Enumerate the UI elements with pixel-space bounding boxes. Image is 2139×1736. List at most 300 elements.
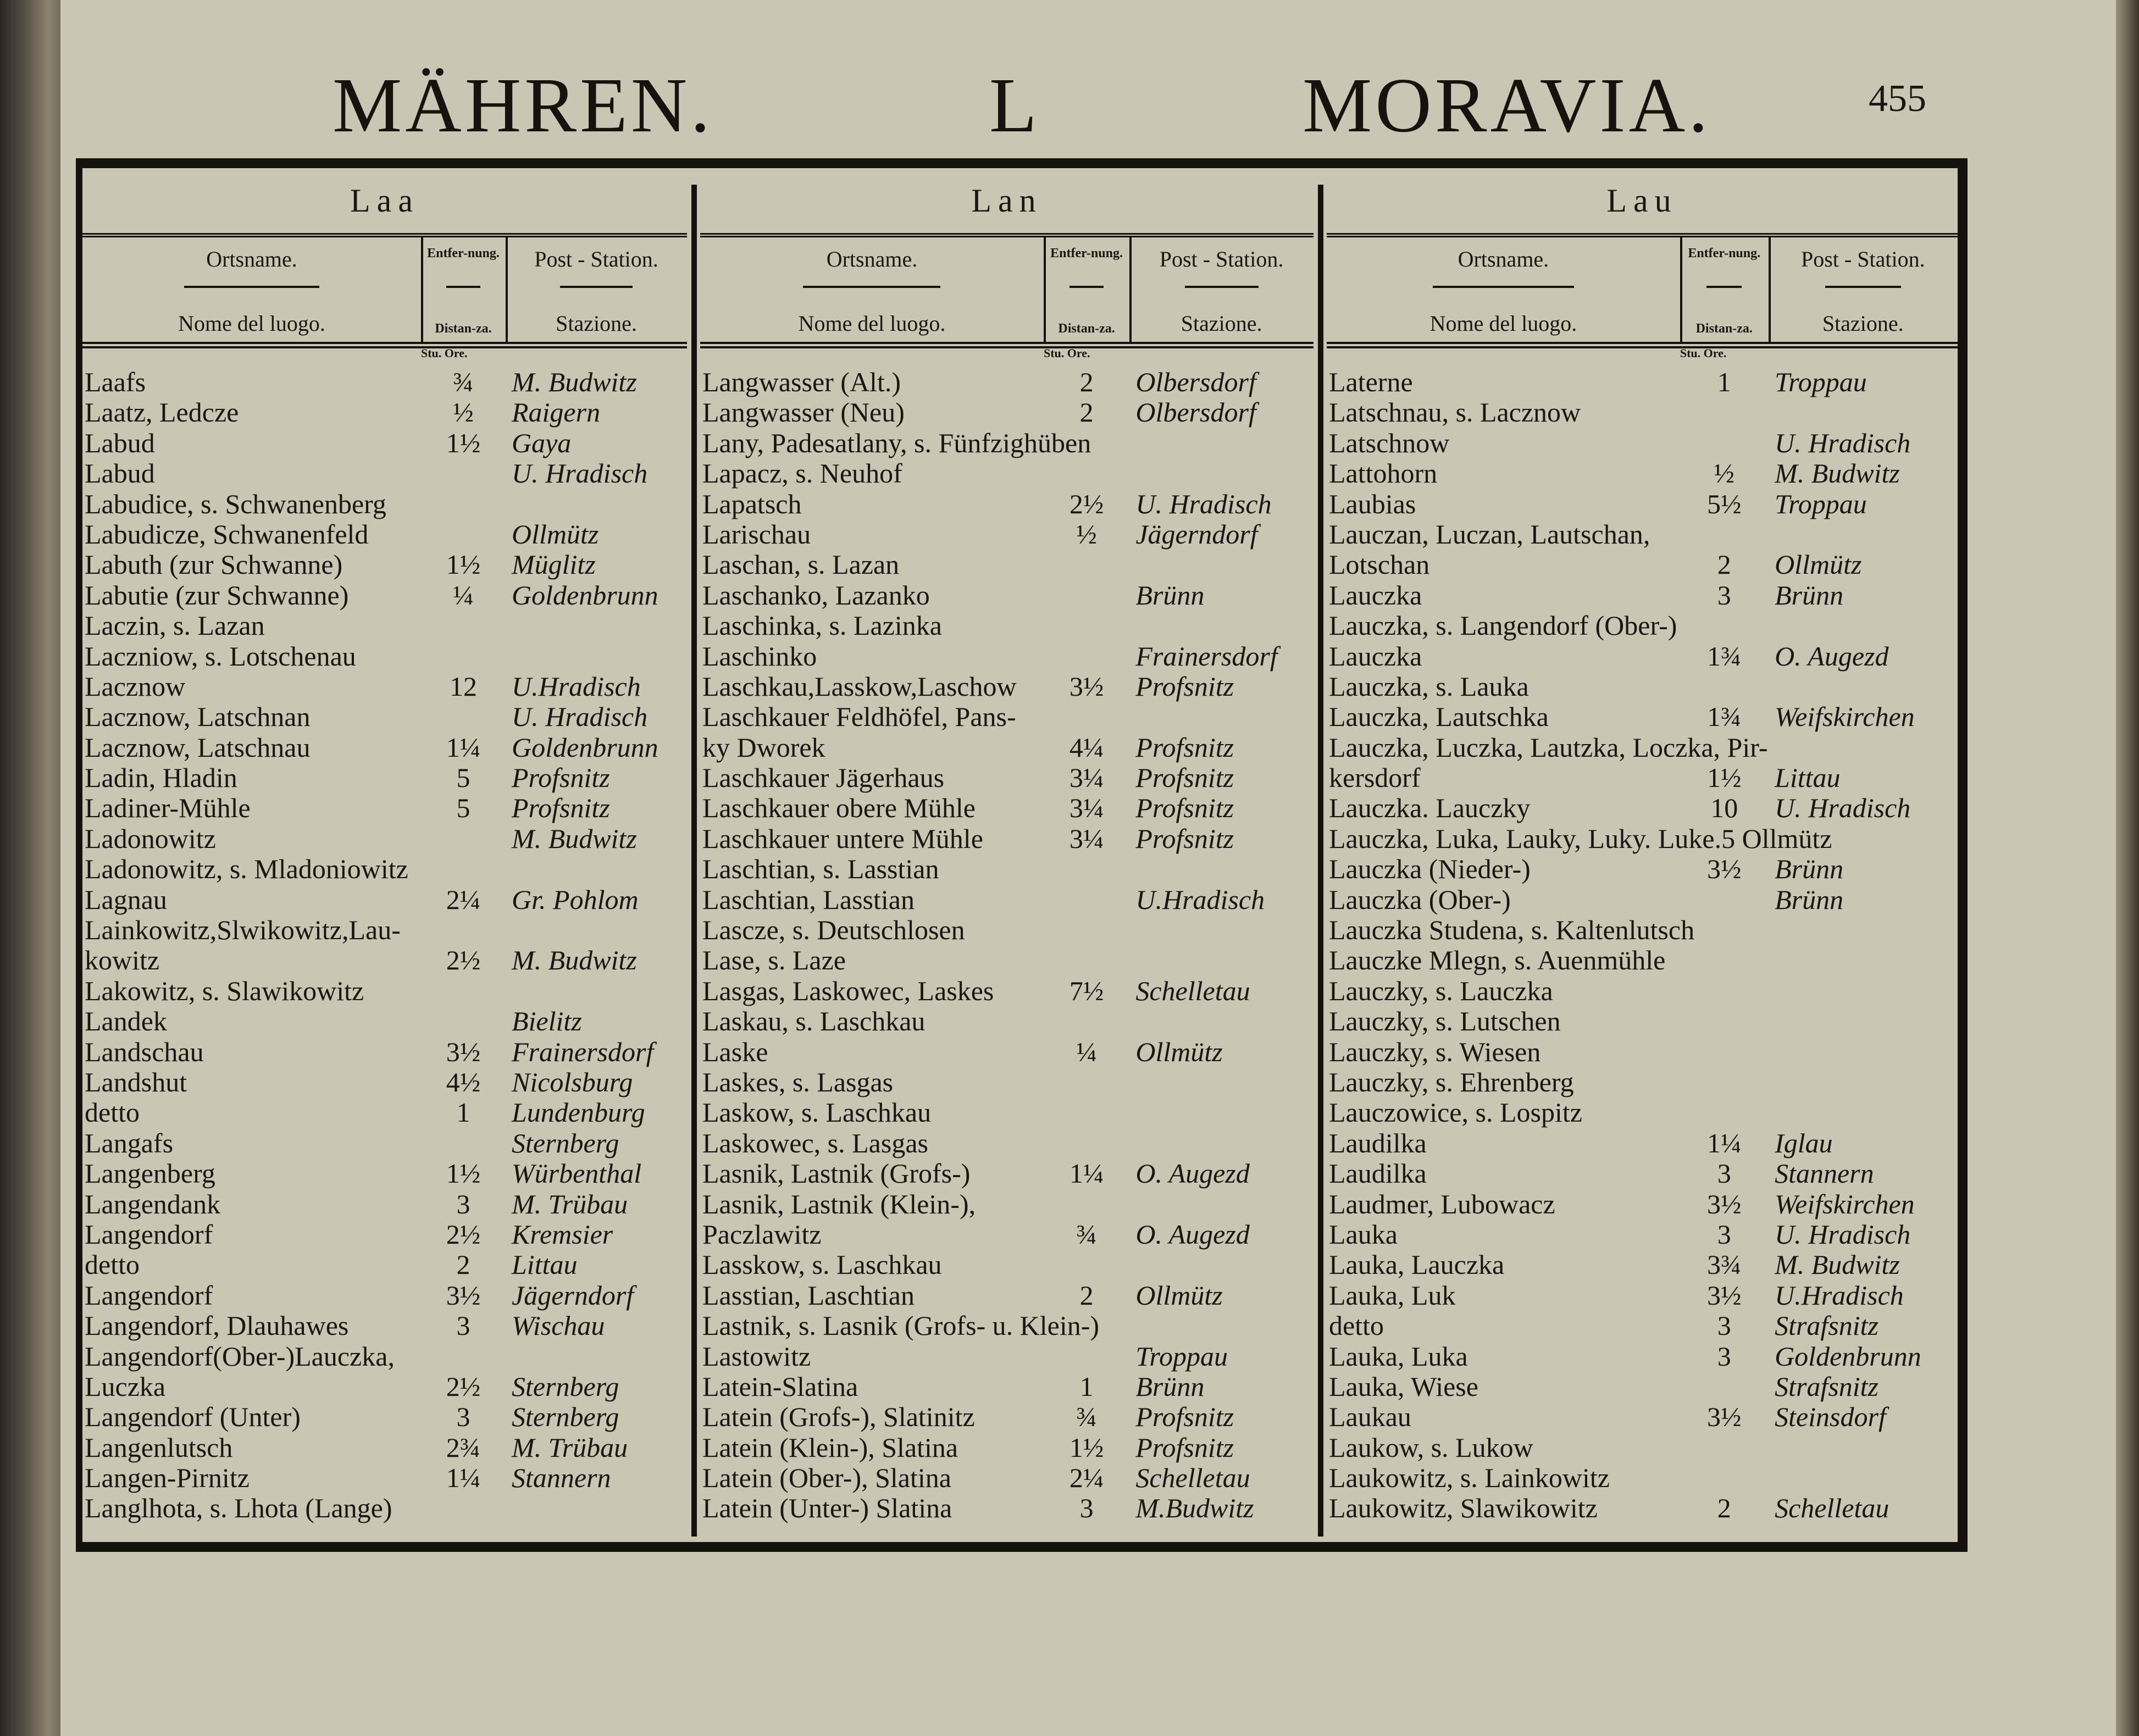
station-header: Post - Station. Stazione. — [534, 247, 658, 336]
table-row — [1327, 1311, 1958, 1341]
table-row — [700, 1250, 1314, 1280]
post-station: U.Hradisch — [1135, 884, 1265, 915]
table-row — [1327, 1097, 1958, 1128]
post-station: Jägerndorf — [512, 1279, 634, 1311]
post-station: Profsnitz — [1135, 823, 1234, 854]
table-row — [700, 550, 1314, 580]
place-name: Laskau, s. Laschkau — [702, 1006, 926, 1037]
place-name: Lauka — [1329, 1218, 1398, 1250]
place-name: Langendorf, Dlauhawes — [85, 1310, 349, 1341]
post-station: Troppau — [1775, 488, 1867, 519]
place-name: detto — [1329, 1310, 1384, 1341]
post-station: Strafsnitz — [1775, 1371, 1879, 1402]
place-name: Langwasser (Alt.) — [702, 367, 901, 397]
post-station: U. Hradisch — [1775, 792, 1911, 824]
place-name: Lauczka, s. Langendorf (Ober-) — [1329, 610, 1677, 641]
table-row — [700, 1372, 1314, 1402]
table-row — [700, 428, 1314, 458]
post-station: Ollmütz — [1135, 1036, 1223, 1067]
distance-value: 2½ — [446, 1371, 481, 1402]
table-row — [700, 1402, 1314, 1432]
place-name: Lagnau — [85, 884, 167, 915]
post-station: Iglau — [1775, 1127, 1833, 1158]
place-name: Laudilka — [1329, 1127, 1427, 1158]
table-row — [700, 397, 1314, 428]
post-station: M. Budwitz — [1775, 1249, 1900, 1280]
place-name: Lauczka (Nieder-) — [1329, 853, 1531, 885]
post-station: Lundenburg — [512, 1097, 645, 1128]
distance-value: 12 — [450, 670, 477, 702]
table-row — [1327, 702, 1958, 732]
post-station: Goldenbrunn — [512, 579, 658, 611]
place-name: ky Dworek — [702, 731, 825, 763]
place-name: Labud — [85, 458, 155, 489]
distance-value: 3 — [1079, 1493, 1094, 1524]
place-name: Luczka — [85, 1371, 166, 1402]
distance-value: 3 — [1717, 1340, 1731, 1372]
distance-value: 2½ — [1069, 488, 1104, 519]
place-name: Langendorf(Ober-)Lauczka, — [85, 1340, 395, 1372]
entry-list — [1327, 367, 1958, 1524]
post-station: U. Hradisch — [1775, 1218, 1911, 1250]
distance-header: Entfer-nung. Distan-za. — [427, 246, 500, 336]
table-row — [82, 915, 687, 945]
table-row — [82, 550, 687, 580]
place-name: detto — [85, 1249, 140, 1280]
table-row — [82, 1250, 687, 1280]
table-row — [82, 1372, 687, 1402]
post-station: M.Budwitz — [1135, 1493, 1254, 1524]
table-row — [700, 519, 1314, 550]
distance-value: ¾ — [1076, 1218, 1097, 1250]
table-row — [82, 489, 687, 519]
place-name: Laschkauer obere Mühle — [702, 792, 976, 824]
place-name: Lauczan, Luczan, Lautschan, — [1329, 518, 1650, 550]
distance-value: 3½ — [1069, 670, 1104, 702]
table-row — [700, 1037, 1314, 1067]
place-name: Laschkauer Jägerhaus — [702, 762, 945, 794]
post-station: U. Hradisch — [1775, 427, 1911, 458]
place-name: Labudicze, Schwanenfeld — [85, 518, 369, 550]
place-name: Lauczka — [1329, 579, 1422, 611]
place-name: kowitz — [85, 945, 160, 976]
table-row — [1327, 1341, 1958, 1372]
column-divider — [1318, 185, 1323, 1537]
place-name: Lacznow, Latschnan — [85, 701, 311, 733]
post-station: U.Hradisch — [512, 670, 641, 702]
column-header — [82, 233, 687, 348]
place-name: Langendorf — [85, 1279, 213, 1311]
post-station: Frainersdorf — [1135, 640, 1278, 672]
place-name: Lasgas, Laskowec, Laskes — [702, 975, 994, 1006]
post-station: Profsnitz — [1135, 731, 1234, 763]
table-row — [82, 611, 687, 641]
table-row — [1327, 763, 1958, 793]
distance-header: Entfer-nung. Distan-za. — [1050, 246, 1123, 336]
book-spine — [0, 0, 65, 1736]
header-right-title: MORAVIA. — [1303, 62, 1711, 148]
column-title: Laa — [350, 182, 419, 219]
table-row — [700, 1067, 1314, 1097]
table-row — [82, 428, 687, 458]
distance-value: 4½ — [446, 1066, 481, 1097]
table-row — [82, 519, 687, 550]
table-row — [700, 915, 1314, 945]
table-row — [700, 763, 1314, 793]
place-name: Lauczka. Lauczky — [1329, 792, 1531, 824]
table-row — [700, 854, 1314, 884]
place-name: Lauka, Luk — [1329, 1279, 1456, 1311]
distance-value: 1¼ — [1069, 1158, 1104, 1189]
table-row — [700, 641, 1314, 672]
post-station: Kremsier — [512, 1218, 613, 1250]
column-lan — [700, 181, 1314, 1539]
place-name: Laske — [702, 1036, 768, 1067]
table-row — [700, 793, 1314, 823]
table-row — [82, 1037, 687, 1067]
place-name: Lacznow — [85, 670, 186, 702]
distance-value: 3¼ — [1069, 762, 1104, 794]
place-name: Langenberg — [85, 1158, 215, 1189]
distance-value: 1 — [1079, 1371, 1094, 1402]
distance-value: 1½ — [446, 427, 481, 458]
distance-value: 4¼ — [1069, 731, 1104, 763]
table-row — [1327, 489, 1958, 519]
table-row — [82, 1006, 687, 1036]
distance-value: 1½ — [446, 549, 481, 580]
place-name: Lauczky, s. Wiesen — [1329, 1036, 1541, 1067]
place-name: Lastnik, s. Lasnik (Grofs- u. Klein-) — [702, 1310, 1100, 1341]
distance-value: 2 — [1079, 1279, 1094, 1311]
table-row — [1327, 854, 1958, 884]
place-name: Landshut — [85, 1066, 187, 1097]
place-name: Ladonowitz — [85, 823, 216, 854]
place-name: Labudice, s. Schwanenberg — [85, 488, 386, 519]
table-row — [1327, 1219, 1958, 1250]
place-name: Langenlutsch — [85, 1432, 233, 1463]
place-name: Langafs — [85, 1127, 174, 1158]
place-name: Langen-Pirnitz — [85, 1462, 250, 1494]
place-name: Lasskow, s. Laschkau — [702, 1249, 942, 1280]
table-row — [700, 1219, 1314, 1250]
post-station: Raigern — [512, 397, 601, 428]
table-row — [1327, 458, 1958, 489]
post-station: M. Budwitz — [1775, 458, 1900, 489]
place-name: Lasnik, Lastnik (Grofs-) — [702, 1158, 971, 1189]
post-station: O. Augezd — [1135, 1218, 1250, 1250]
place-name: Latein (Ober-), Slatina — [702, 1462, 951, 1494]
place-name: Lacznow, Latschnau — [85, 731, 311, 763]
place-name: Lainkowitz,Slwikowitz,Lau- — [85, 914, 401, 946]
place-name: Ladin, Hladin — [85, 762, 237, 794]
place-name: Laschinko — [702, 640, 817, 672]
table-row — [1327, 1493, 1958, 1523]
table-row — [1327, 945, 1958, 975]
table-row — [1327, 672, 1958, 702]
distance-value: 3½ — [446, 1279, 481, 1311]
distance-value: 2¾ — [446, 1432, 481, 1463]
place-name: Langendorf — [85, 1218, 213, 1250]
place-name: Laschkauer untere Mühle — [702, 823, 983, 854]
entry-list — [700, 367, 1314, 1524]
table-row — [82, 945, 687, 975]
post-station: M. Trübau — [512, 1432, 628, 1463]
place-name: Lauka, Lauczka — [1329, 1249, 1505, 1280]
place-name: Lasstian, Laschtian — [702, 1279, 915, 1311]
table-row — [1327, 550, 1958, 580]
table-row — [82, 641, 687, 672]
table-row — [700, 458, 1314, 489]
post-station: U.Hradisch — [1775, 1279, 1904, 1311]
table-row — [700, 580, 1314, 611]
table-row — [82, 397, 687, 428]
distance-value: 2½ — [446, 1218, 481, 1250]
table-row — [700, 885, 1314, 915]
place-name: Laukau — [1329, 1401, 1411, 1433]
table-row — [82, 1341, 687, 1372]
place-name: Latschnau, s. Lacznow — [1329, 397, 1581, 428]
table-row — [82, 763, 687, 793]
place-name: Langwasser (Neu) — [702, 397, 905, 428]
table-row — [700, 1280, 1314, 1311]
post-station: Littau — [512, 1249, 578, 1280]
place-name: Laukowitz, s. Lainkowitz — [1329, 1462, 1610, 1494]
place-name: Lauczke Mlegn, s. Auenmühle — [1329, 945, 1666, 976]
distance-value: ¾ — [1076, 1401, 1097, 1433]
post-station: Brünn — [1135, 1371, 1205, 1402]
place-name: Labud — [85, 427, 155, 458]
distance-value: 1¾ — [1706, 640, 1742, 672]
place-name: Latein (Grofs-), Slatinitz — [702, 1401, 975, 1433]
table-row — [1327, 1402, 1958, 1432]
name-header: Ortsname. Nome del luogo. — [178, 247, 325, 336]
table-row — [1327, 976, 1958, 1006]
table-row — [700, 1158, 1314, 1189]
distance-value: 1½ — [446, 1158, 481, 1189]
distance-value: 1¼ — [446, 1462, 481, 1494]
distance-value: 5 — [456, 762, 470, 794]
table-row — [1327, 885, 1958, 915]
header-left-title: MÄHREN. — [333, 62, 713, 148]
table-row — [82, 824, 687, 854]
table-row — [1327, 1372, 1958, 1402]
place-name: Lapatsch — [702, 488, 802, 519]
post-station: Olbersdorf — [1135, 367, 1256, 397]
post-station: Brünn — [1775, 884, 1844, 915]
table-row — [1327, 733, 1958, 763]
post-station: Profsnitz — [1135, 792, 1234, 824]
table-row — [700, 367, 1314, 397]
place-name: Laczniow, s. Lotschenau — [85, 640, 356, 672]
place-name: Ladonowitz, s. Mladoniowitz — [85, 853, 408, 885]
table-row — [700, 702, 1314, 732]
place-name: Laskes, s. Lasgas — [702, 1066, 894, 1097]
distance-value: 5½ — [1706, 488, 1742, 519]
distance-value: 1¼ — [1706, 1127, 1742, 1158]
distance-value: 3½ — [1706, 1188, 1742, 1219]
place-name: Laschinka, s. Lazinka — [702, 610, 942, 641]
post-station: M. Budwitz — [512, 367, 637, 397]
place-name: Lattohorn — [1329, 458, 1438, 489]
distance-value: ½ — [1076, 518, 1097, 550]
place-name: Laschan, s. Lazan — [702, 549, 900, 580]
post-station: Frainersdorf — [512, 1036, 654, 1067]
place-name: Latschnow — [1329, 427, 1450, 458]
post-station: Schelletau — [1135, 975, 1250, 1006]
table-row — [82, 854, 687, 884]
distance-value: ¼ — [1076, 1036, 1097, 1067]
place-name: Landek — [85, 1006, 167, 1037]
entry-list — [82, 367, 687, 1524]
table-row — [1327, 1006, 1958, 1036]
table-row — [82, 702, 687, 732]
table-row — [82, 1097, 687, 1128]
post-station: U. Hradisch — [512, 701, 648, 733]
distance-value: 3¼ — [1069, 792, 1104, 824]
distance-value: 1 — [1717, 367, 1731, 397]
place-name: Laudmer, Lubowacz — [1329, 1188, 1555, 1219]
place-name: Lauka, Wiese — [1329, 1371, 1478, 1402]
table-row — [1327, 824, 1958, 854]
distance-value: 3½ — [1706, 853, 1742, 885]
distance-value: 3 — [1717, 1310, 1731, 1341]
post-station: Ollmütz — [512, 518, 599, 550]
distance-value: 7½ — [1069, 975, 1104, 1006]
place-name: Lauczka (Ober-) — [1329, 884, 1511, 915]
table-row — [700, 611, 1314, 641]
place-name: Laschtian, s. Lasstian — [702, 853, 939, 885]
post-station: Profsnitz — [1135, 1432, 1234, 1463]
post-station: Olbersdorf — [1135, 397, 1256, 428]
header-letter: L — [989, 62, 1040, 148]
page-number: 455 — [1869, 77, 1926, 120]
column-title: Lan — [971, 182, 1043, 219]
place-name: Ladiner-Mühle — [85, 792, 251, 824]
table-row — [82, 1219, 687, 1250]
table-row — [82, 367, 687, 397]
post-station: Steinsdorf — [1775, 1401, 1886, 1433]
post-station: Ollmütz — [1775, 549, 1862, 580]
post-station: Schelletau — [1775, 1493, 1889, 1524]
place-name: Lastowitz — [702, 1340, 811, 1372]
place-name: Laukow, s. Lukow — [1329, 1432, 1533, 1463]
distance-value: 1¾ — [1706, 701, 1742, 733]
distance-value: 3 — [456, 1310, 470, 1341]
place-name: Laskowec, s. Lasgas — [702, 1127, 928, 1158]
table-row — [82, 1311, 687, 1341]
post-station: Littau — [1775, 762, 1841, 794]
distance-header: Entfer-nung. Distan-za. — [1688, 246, 1761, 336]
post-station: Profsnitz — [512, 762, 610, 794]
distance-value: 3 — [456, 1401, 470, 1433]
post-station: Nicolsburg — [512, 1066, 633, 1097]
station-header: Post - Station. Stazione. — [1159, 247, 1284, 336]
place-name: Lany, Padesatlany, s. Fünfzighüben — [702, 427, 1091, 458]
post-station: M. Budwitz — [512, 945, 637, 976]
post-station: U. Hradisch — [512, 458, 648, 489]
post-station: Weifskirchen — [1775, 1188, 1915, 1219]
distance-value: 2 — [1079, 367, 1094, 397]
distance-value: 5 — [456, 792, 470, 824]
post-station: U. Hradisch — [1135, 488, 1272, 519]
distance-value: ¼ — [453, 579, 474, 611]
column-lau — [1327, 181, 1958, 1539]
post-station: Bielitz — [512, 1006, 582, 1037]
name-header: Ortsname. Nome del luogo. — [1429, 247, 1577, 336]
table-row — [82, 1463, 687, 1493]
post-station: Jägerndorf — [1135, 518, 1258, 550]
table-row — [1327, 580, 1958, 611]
place-name: Lauczky, s. Lutschen — [1329, 1006, 1561, 1037]
distance-value: ½ — [1714, 458, 1735, 489]
page-edge — [2116, 0, 2139, 1736]
post-station: Schelletau — [1135, 1462, 1250, 1494]
distance-value: 3½ — [1706, 1401, 1742, 1433]
table-row — [1327, 428, 1958, 458]
post-station: Sternberg — [512, 1401, 619, 1433]
place-name: Laczin, s. Lazan — [85, 610, 265, 641]
table-row — [82, 1402, 687, 1432]
place-name: Laterne — [1329, 367, 1413, 397]
table-row — [700, 824, 1314, 854]
place-name: Laudilka — [1329, 1158, 1427, 1189]
place-name: Latein (Unter-) Slatina — [702, 1493, 952, 1524]
table-row — [1327, 1037, 1958, 1067]
column-divider — [691, 185, 697, 1537]
place-name: Laafs — [85, 367, 146, 397]
distance-value: 3¾ — [1706, 1249, 1742, 1280]
distance-value: ½ — [453, 397, 474, 428]
place-name: Lascze, s. Deutschlosen — [702, 914, 965, 946]
place-name: Lauczka, Luczka, Lautzka, Loczka, Pir- — [1329, 731, 1768, 763]
place-name: Laschtian, Lasstian — [702, 884, 915, 915]
column-header — [700, 233, 1314, 348]
place-name: Landschau — [85, 1036, 204, 1067]
place-name: Larischau — [702, 518, 811, 550]
distance-value: 3 — [1717, 579, 1731, 611]
table-row — [700, 733, 1314, 763]
post-station: Goldenbrunn — [1775, 1340, 1921, 1372]
place-name: Lauczka Studena, s. Kaltenlutsch — [1329, 914, 1695, 946]
post-station: Gaya — [512, 427, 572, 458]
place-name: Paczlawitz — [702, 1218, 822, 1250]
distance-value: 2 — [456, 1249, 470, 1280]
table-row — [82, 580, 687, 611]
place-name: Lasnik, Lastnik (Klein-), — [702, 1188, 976, 1219]
table-row — [82, 976, 687, 1006]
distance-value: 3 — [1717, 1158, 1731, 1189]
post-station: Müglitz — [512, 549, 596, 580]
table-row — [82, 1189, 687, 1219]
place-name: Langendorf (Unter) — [85, 1401, 301, 1433]
distance-value: 3½ — [1706, 1279, 1742, 1311]
table-row — [1327, 1158, 1958, 1189]
distance-value: 2 — [1717, 1493, 1731, 1524]
place-name: Laskow, s. Laschkau — [702, 1097, 932, 1128]
table-row — [1327, 611, 1958, 641]
post-station: Profsnitz — [1135, 670, 1234, 702]
distance-value: 1¼ — [446, 731, 481, 763]
place-name: Laschanko, Lazanko — [702, 579, 930, 611]
place-name: Lotschan — [1329, 549, 1430, 580]
table-row — [700, 976, 1314, 1006]
column-header — [1327, 233, 1958, 348]
place-name: Labuth (zur Schwanne) — [85, 549, 343, 580]
place-name: Lase, s. Laze — [702, 945, 846, 976]
distance-value: 3 — [456, 1188, 470, 1219]
table-row — [1327, 1433, 1958, 1463]
table-row — [1327, 519, 1958, 550]
